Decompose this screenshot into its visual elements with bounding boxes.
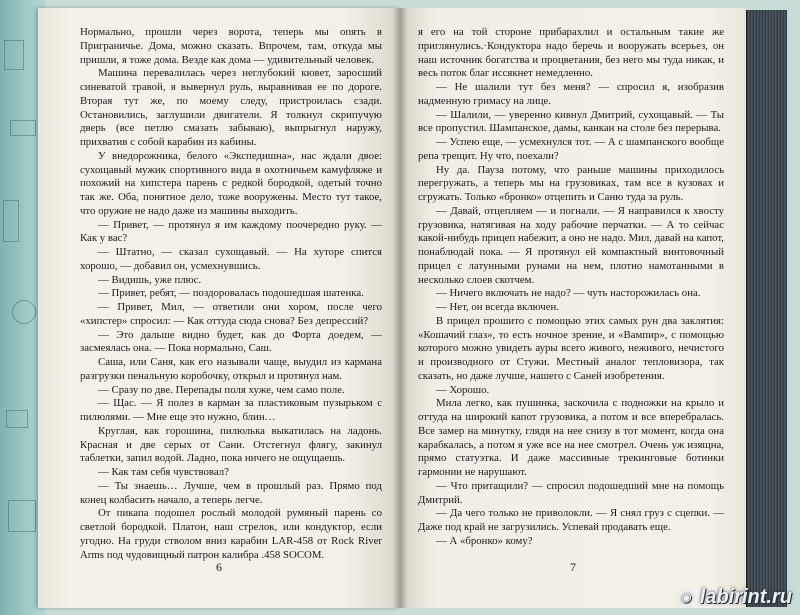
left-page-paragraph: Нормально, прошли через ворота, теперь мы опять в Приграничье. Дома, можно сказать. Впрочем, там, откуда мы пришли, я тоже дома. Везде как дома — удивительный человек. (80, 26, 382, 66)
right-page-paragraph: — Нет, он всегда включен. (436, 301, 559, 313)
watermark (676, 586, 792, 609)
right-page-text (418, 26, 724, 549)
right-page-paragraph: В прицел прошито с помощью этих самых рун два заклятия: «Кошачий глаз», то есть ночное зрение, и «Вампир», с помощью которого можно увидеть ауры всего живого, неживого, нечистого и производного от Стужи. Местный аналог тепловизора, так сказать, но даже лучше, нашего с Саней изобретения. (418, 314, 724, 382)
left-page-text (80, 26, 382, 562)
left-page-paragraph: — Это дальше видно будет, как до Форта доедем, — засмеялась она. — Пока нормально, Саш. (80, 328, 382, 355)
left-page-paragraph: — Привет, ребят, — поздоровалась подошедшая шатенка. (98, 287, 364, 300)
right-page-paragraph: — Успею еще, — усмехнулся тот. — А с шампанского вообще репа трещит. Ну что, поехали? (418, 136, 724, 162)
right-page-paragraph: — Давай, отцепляем — и погнали. — Я направился к хвосту грузовика, натягивая на ходу рабочие перчатки. — А то сейчас какой-нибудь прицеп набежит, а оно не надо. Мил, давай на капот, понаблюдай пока. — Я протянул ей компактный винтовочный прицел с латунными рунами на нем, плотно намотанными в несколько слоев скотчем. (418, 204, 724, 286)
left-page-paragraph: — Сразу по две. Перепады поля хуже, чем само поле. (98, 383, 345, 396)
page-fore-edge (746, 10, 787, 607)
right-page-paragraph: — Хорошо. (436, 383, 490, 396)
left-page-paragraph: — Привет, — протянул я им каждому поочередно руку. — Как у вас? (80, 218, 382, 245)
right-page-number: 7 (570, 560, 576, 575)
endpaper-doodle (4, 40, 24, 70)
left-page-paragraph: Круглая, как горошина, пилюлька выкатилась на ладонь. Красная и две серых от Сани. Отстегнул флягу, закинул таблетки, запил водой. Ладно, пока ничего не ощущаешь. (80, 424, 382, 465)
endpaper-doodle (8, 500, 36, 532)
left-page-paragraph: — Штатно, — сказал сухощавый. — На хуторе спится хорошо, — добавил он, усмехнувшись. (80, 246, 382, 272)
right-page-paragraph: — Ничего включать не надо? — чуть насторожилась она. (436, 287, 701, 300)
right-page-paragraph: Мила легко, как пушинка, заскочила с подножки на крыло и оттуда на широкий капот грузовика, а потом и все вперебралась. Все замер на минутку, глядя на нее снизу в тот момент, когда она карабкалась, а потом я уже все на нее смотрел. Очень уж изящна, прямо статуэтка. И даже массивные трекинговые ботинки гармонии не нарушают. (418, 397, 724, 478)
left-page-paragraph: — Видишь, уже плюс. (98, 273, 202, 286)
left-page-paragraph: У внедорожника, белого «Экспедишна», нас ждали двое: сухощавый мужик спортивного вида в охотничьем камуфляже и похожий на хипстера парень с редкой бородкой, одетый точно так же. Оба, понятное дело, тоже вооружены. Место тут такое, что оружие не надо даже из машины выходить. (80, 149, 382, 217)
endpaper-doodle (12, 300, 36, 324)
left-page-paragraph: — Как там себя чувствовал? (98, 466, 229, 478)
watermark-text: labirint.ru (699, 586, 792, 608)
right-page-paragraph: — Да чего только не приволокли. — Я снял груз с сцепки. — Даже под край не загрузились. Успевай продавать еще. (418, 507, 724, 533)
right-page (400, 8, 746, 608)
endpaper-doodle (3, 200, 19, 242)
right-page-paragraph: Ну да. Пауза потому, что раньше машины приходилось перегружать, а теперь мы на грузовиках, там все в кузовах и сгружать. Только «бронко» отцепить и Саню туда за руль. (418, 163, 724, 203)
left-page-paragraph: — Ты знаешь… Лучше, чем в прошлый раз. Прямо под конец колбасить начало, а теперь легче. (80, 479, 382, 506)
left-page-paragraph: От пикапа подошел рослый молодой румяный парень со светлой бородкой. Платон, наш стрелок, или кондуктор, если угодно. На груди стволом вниз карабин LAR-458 от Rock River Arms под чудовищный патрон калибра .458 SOCOM. (80, 507, 382, 561)
right-page-paragraph: — Шалили, — уверенно кивнул Дмитрий, сухощавый. — Ты все пропустил. Шампанское, дамы, канкан на столе без перерыва. (418, 108, 724, 135)
left-page-paragraph: Саша, или Саня, как его называли чаще, выудил из кармана разгрузки пенальную коробочку, открыл и протянул нам. (80, 356, 382, 382)
left-page-paragraph: — Привет, Мил, — ответили они хором, после чего «хипстер» спросил: — Как оттуда сюда снова? Без депрессий? (80, 301, 382, 327)
right-page-paragraph: — Что притащили? — спросил подошедший мне на помощь Дмитрий. (418, 479, 724, 506)
right-page-paragraph: — Не шалили тут без меня? — спросил я, изобразив надменную гримасу на лице. (418, 81, 724, 107)
left-page-paragraph: Машина перевалилась через неглубокий кювет, заросший синеватой травой, я вывернул руль, выравнивая ее по дороге. Вторая тут же, по моему следу, пристроилась сзади. Остановились, заглушили двигатели. Я толкнул скрипучую дверь (все петлю смазать забываю), выпрыгнул наружу, прихватив с собой карабин из кабины. (80, 67, 382, 148)
right-page-paragraph: — А «бронко» кому? (436, 534, 533, 547)
left-page (38, 8, 400, 608)
endpaper-doodle (6, 410, 28, 428)
left-page-paragraph: — Щас. — Я полез в карман за пластиковым пузырьком с пилюлями. — Мне еще это нужно, блин… (80, 397, 382, 423)
endpaper-doodle (10, 120, 36, 136)
left-page-number: 6 (216, 560, 222, 575)
right-page-paragraph: я его на той стороне прибарахлил и остальным такие же приглянулись.·Кондуктора надо беречь и вооружать всерьез, он наш источник богатства и процветания, без него мы туда никак, и весь поток благ иссякнет немедленно. (418, 26, 724, 80)
watermark-logo-icon: ◉ (676, 588, 696, 608)
